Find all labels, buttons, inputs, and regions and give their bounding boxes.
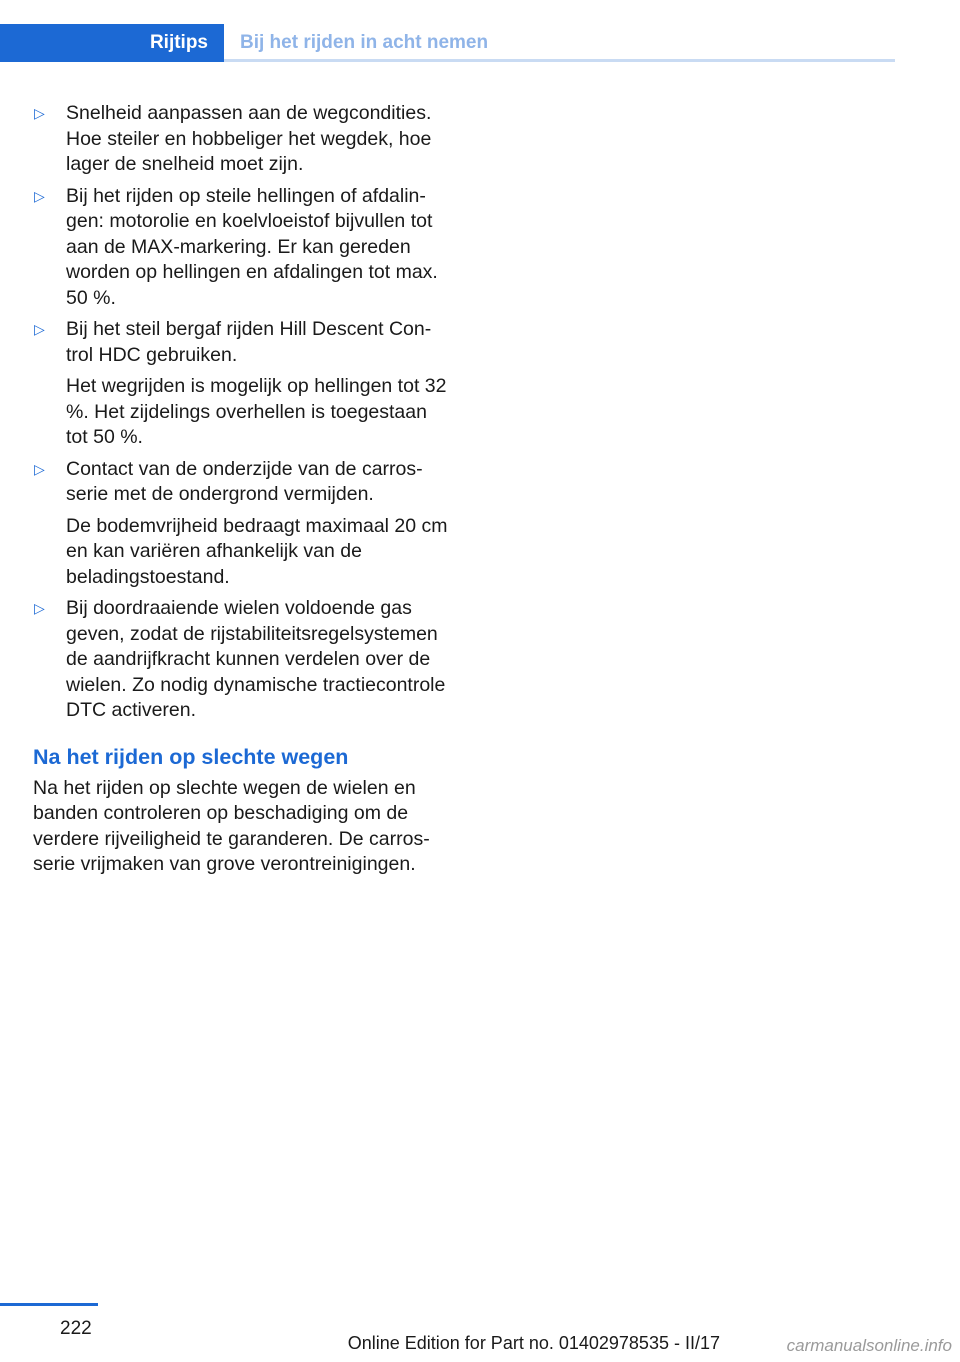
list-item — [33, 101, 448, 178]
list-item-text: Bij het steil bergaf rijden Hill Descent Control HDC gebruiken. — [66, 318, 432, 366]
page-header — [0, 24, 895, 62]
list-item-note: Het wegrijden is mogelijk op hellingen tot 32 %. Het zijdelings overhellen is toegestaan tot 50 %. — [66, 375, 447, 448]
list-item-text: Bij doordraaiende wielen voldoende gas geven, zodat de rijstabiliteitsregelsystemen de aandrijfkracht kunnen verdelen over de wielen. Zo nodig dynamische tractiecontrole DTC activeren. — [66, 597, 446, 721]
bullet-list — [33, 101, 448, 724]
section-paragraph: Na het rijden op slechte wegen de wielen en banden controleren op beschadiging om de verdere rijveiligheid te garanderen. De carrosserie vrijmaken van grove verontreinigingen. — [33, 776, 430, 875]
section-title-header: Bij het rijden in acht nemen — [240, 32, 489, 53]
list-item-text: Contact van de onderzijde van de carrosserie met de ondergrond vermijden. — [66, 457, 423, 505]
list-item-note: De bodemvrijheid bedraagt maximaal 20 cm en kan variëren afhankelijk van de beladingstoestand. — [66, 514, 448, 588]
watermark-text: carmanualsonline.info — [786, 1336, 952, 1355]
triangle-bullet-icon: ▷ — [34, 600, 45, 616]
list-item-text: Bij het rijden op steile hellingen of afdalingen: motorolie en koelvloeistof bijvullen tot aan de MAX-markering. Er kan gereden worden op hellingen en afdalingen tot max. 50 %. — [66, 184, 438, 309]
page-content — [33, 101, 448, 878]
list-item — [33, 317, 448, 451]
header-rule — [224, 59, 895, 62]
chapter-tab: Rijtips — [0, 24, 224, 62]
triangle-bullet-icon: ▷ — [34, 187, 45, 204]
triangle-bullet-icon: ▷ — [34, 105, 45, 121]
list-item — [33, 596, 448, 724]
page-number: 222 — [60, 1318, 92, 1339]
list-item — [33, 457, 448, 591]
list-item — [33, 184, 448, 312]
triangle-bullet-icon: ▷ — [34, 460, 45, 477]
section-heading: Na het rijden op slechte wegen — [33, 744, 349, 769]
edition-label: Online Edition for Part no. 01402978535 - II/17 — [347, 1333, 720, 1353]
list-item-text: Snelheid aanpassen aan de wegcondities. Hoe steiler en hobbeliger het wegdek, hoe lager de snelheid moet zijn. — [66, 102, 432, 175]
triangle-bullet-icon: ▷ — [34, 321, 45, 337]
footer-rule — [0, 1303, 98, 1306]
